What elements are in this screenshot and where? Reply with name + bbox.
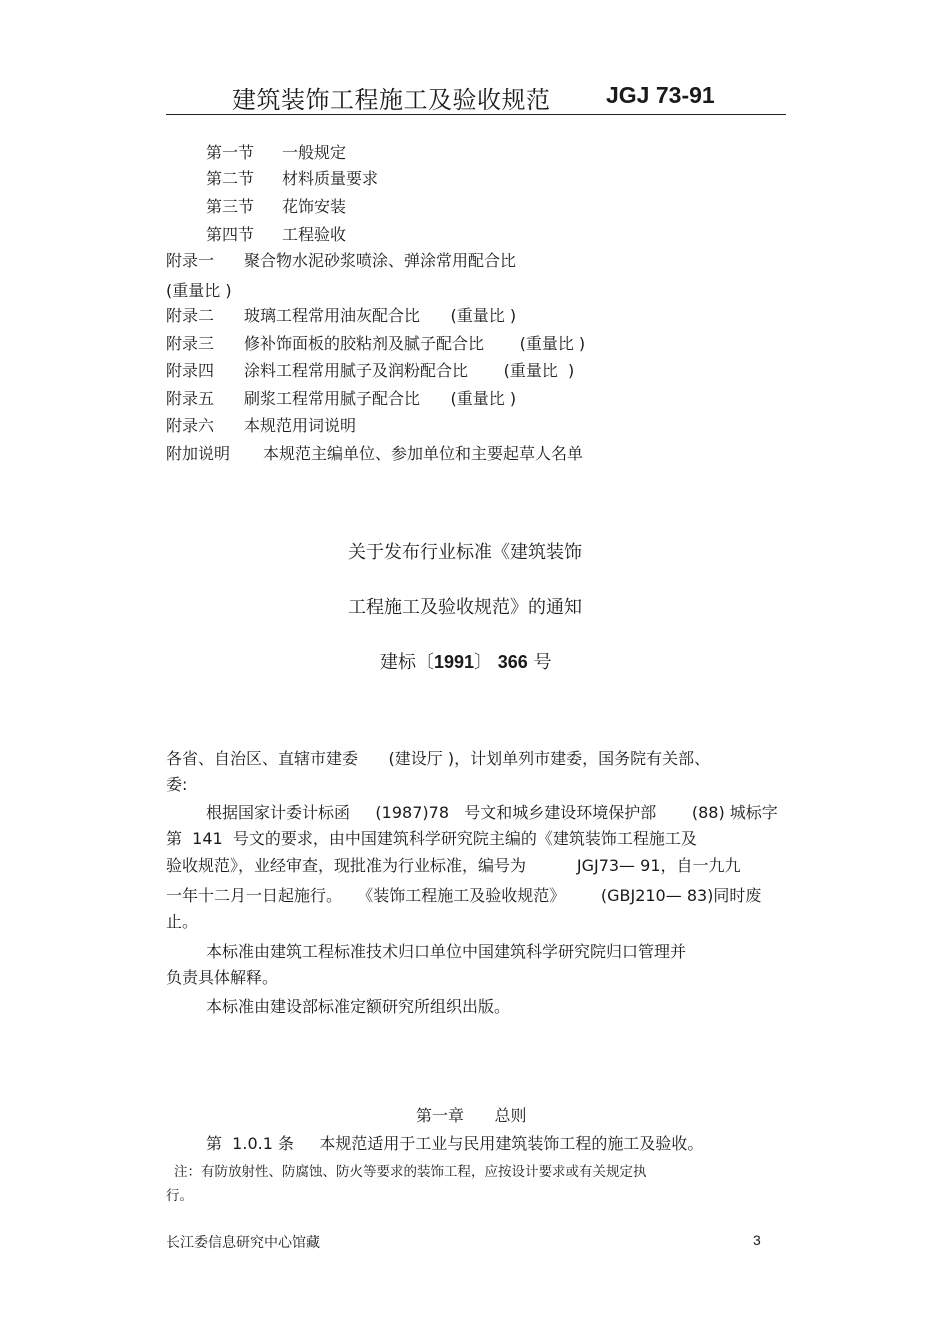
toc-item (166, 358, 574, 381)
toc-item-label: 第二节 (206, 169, 255, 188)
body-line: 第 141 号文的要求，由中国建筑科学研究院主编的《建筑装饰工程施工及 (166, 829, 697, 848)
header-title: 建筑装饰工程施工及验收规范 (232, 86, 551, 114)
toc-item-text: 一般规定 (282, 143, 347, 162)
notice-number-year: 1991 (434, 652, 475, 672)
body-line: 本标准由建筑工程标准技术归口单位中国建筑科学研究院归口管理并 (206, 942, 687, 961)
toc-item-text: 聚合物水泥砂浆喷涂、弹涂常用配合比 (244, 251, 517, 270)
body-line: 委: (166, 775, 188, 794)
toc-item-label: 附加说明 (166, 444, 231, 463)
toc-item-text: 玻璃工程常用油灰配合比 (重量比 ) (244, 306, 517, 325)
toc-item-label: 附录四 (166, 361, 215, 380)
toc-item-text: 涂料工程常用腻子及润粉配合比 (重量比 ) (244, 361, 575, 380)
toc-item (166, 303, 516, 326)
body-line: 一年十二月一日起施行。 《装饰工程施工及验收规范》 (GBJ210— 83)同时废 (166, 886, 762, 905)
toc-item-label: 第三节 (206, 197, 255, 216)
chapter-heading: 第一章 总则 (416, 1106, 527, 1125)
toc-item-label: 附录五 (166, 389, 215, 408)
notice-number-no: 366 (497, 652, 528, 672)
toc-item (166, 278, 232, 301)
toc-item (206, 194, 346, 217)
toc-item-text: 修补饰面板的胶粘剂及腻子配合比 (重量比 ) (244, 334, 586, 353)
toc-item-text: 工程验收 (282, 225, 347, 244)
body-line: 各省、自治区、直辖市建委 (建设厅 )，计划单列市建委，国务院有关部、 (166, 749, 711, 768)
body-line: 本标准由建设部标准定额研究所组织出版。 (206, 997, 511, 1016)
toc-item (206, 166, 378, 189)
notice-number-prefix: 建标〔 (380, 652, 434, 673)
toc-item-text: 本规范主编单位、参加单位和主要起草人名单 (263, 444, 584, 463)
body-line: 验收规范》，业经审查，现批准为行业标准，编号为 JGJ73— 91，自一九九 (166, 856, 741, 875)
note-line: 注：有防放射性、防腐蚀、防火等要求的装饰工程，应按设计要求或有关规定执 (174, 1164, 647, 1180)
toc-item-label: 附录三 (166, 334, 215, 353)
body-line: 负责具体解释。 (166, 968, 279, 987)
toc-item (166, 441, 583, 464)
note-line: 行。 (166, 1188, 193, 1204)
toc-item (166, 331, 585, 354)
toc-item (206, 222, 346, 245)
header-standard-code: JGJ 73-91 (606, 82, 715, 108)
notice-number-mid: 〕 (474, 652, 493, 673)
notice-title-line2: 工程施工及验收规范》的通知 (348, 597, 582, 618)
toc-item-label: 附录六 (166, 416, 215, 435)
toc-item-label: 附录一 (166, 251, 215, 270)
toc-item (206, 140, 346, 163)
page-number: 3 (753, 1232, 761, 1248)
toc-item-text: (重量比 ) (166, 281, 232, 300)
toc-item (166, 413, 356, 436)
header-divider (166, 114, 786, 115)
article-1-0-1: 第 1.0.1 条 本规范适用于工业与民用建筑装饰工程的施工及验收。 (206, 1134, 704, 1153)
toc-item (166, 248, 516, 271)
notice-number-suffix: 号 (533, 652, 552, 673)
toc-item-text: 花饰安装 (282, 197, 347, 216)
toc-item-label: 第一节 (206, 143, 255, 162)
footer-archive-label: 长江委信息研究中心馆藏 (166, 1235, 320, 1251)
notice-title-line1: 关于发布行业标准《建筑装饰 (348, 542, 582, 563)
toc-item (166, 386, 516, 409)
notice-document-number (380, 648, 552, 674)
toc-item-text: 本规范用词说明 (244, 416, 357, 435)
body-line: 根据国家计委计标函 (1987)78 号文和城乡建设环境保护部 (88) 城标字 (206, 803, 778, 822)
toc-item-label: 第四节 (206, 225, 255, 244)
toc-item-text: 材料质量要求 (282, 169, 379, 188)
body-line: 止。 (166, 912, 199, 931)
toc-item-label: 附录二 (166, 306, 215, 325)
toc-item-text: 刷浆工程常用腻子配合比 (重量比 ) (244, 389, 517, 408)
